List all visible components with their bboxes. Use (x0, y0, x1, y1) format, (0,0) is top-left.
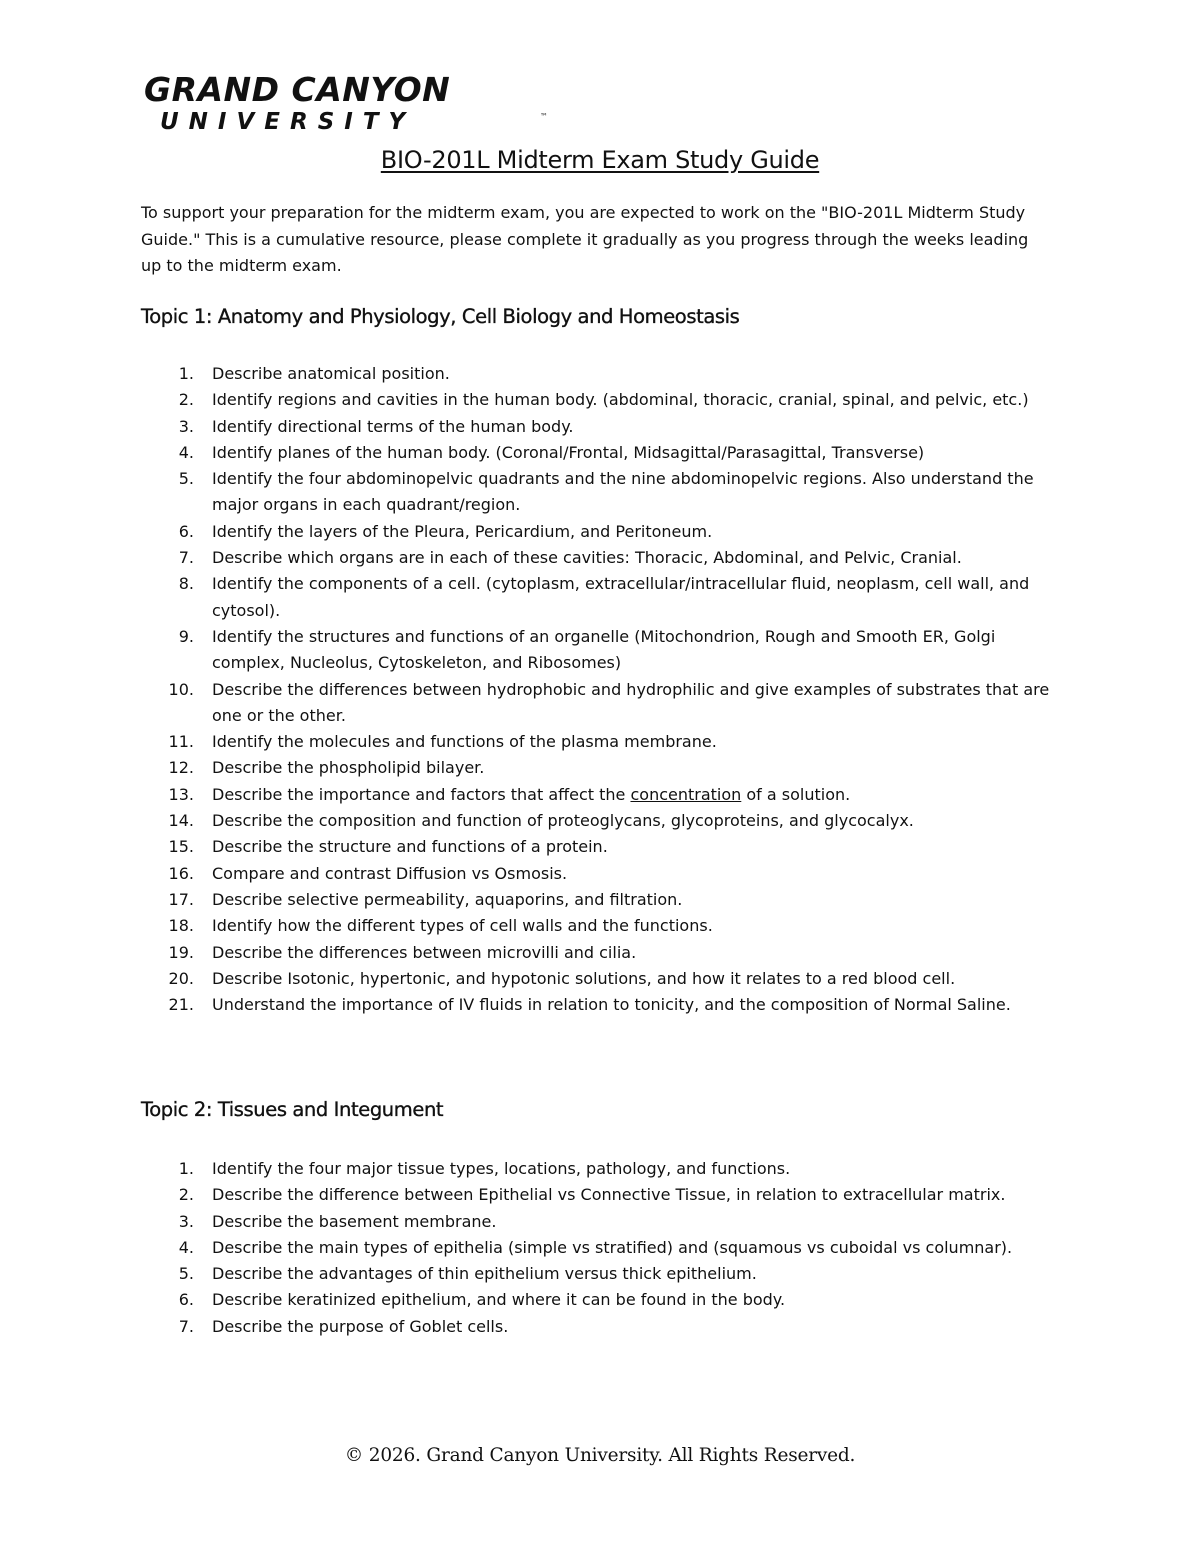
list-number: 5. (178, 469, 194, 489)
topic1-item-9 (141, 624, 1061, 677)
topic2-item-7 (141, 1314, 1061, 1340)
list-item-text: Describe the phospholipid bilayer. (212, 758, 485, 778)
list-number: 6. (178, 521, 194, 541)
logo-wordmark-line1: GRAND CANYON (144, 70, 451, 109)
text-before: Describe the importance and factors that affect the (212, 784, 631, 804)
list-number: 7. (178, 1316, 194, 1336)
list-item-text: Identify regions and cavities in the human body. (abdominal, thoracic, cranial, spinal, and pelvic, etc.) (212, 390, 1029, 410)
list-item-text: Describe the composition and function of proteoglycans, glycoproteins, and glycocalyx. (212, 811, 914, 831)
topic1-item-3 (141, 414, 1061, 440)
topic1-item-6 (141, 519, 1061, 545)
list-number: 7. (178, 548, 194, 568)
list-number: 1. (178, 1159, 194, 1178)
list-item-text: Describe anatomical position. (212, 364, 450, 383)
list-number: 9. (178, 626, 194, 646)
topic1-item-21 (141, 992, 1061, 1018)
list-number: 16. (168, 863, 194, 883)
topic1-item-16 (141, 861, 1061, 887)
list-item-text (212, 782, 1061, 808)
topic1-item-13 (141, 782, 1061, 808)
list-number: 19. (168, 942, 194, 962)
copyright-footer: © 2026. Grand Canyon University. All Rights Reserved. (344, 1445, 856, 1466)
logo-trademark: ™ (540, 112, 548, 121)
topic2-item-3 (141, 1209, 1061, 1235)
list-number: 17. (168, 889, 194, 909)
topic1-item-1 (141, 361, 1061, 387)
list-number: 21. (168, 995, 194, 1015)
list-item-text: Describe the difference between Epithelial vs Connective Tissue, in relation to extracellular matrix. (212, 1185, 1006, 1205)
topic1-item-5 (141, 466, 1061, 519)
topic1-list (141, 361, 1061, 1018)
topic1-item-4 (141, 440, 1061, 466)
logo-wordmark-line2: UNIVERSITY (160, 109, 416, 135)
list-number: 8. (178, 574, 194, 594)
list-number: 6. (178, 1290, 194, 1310)
list-item-text: Describe the structure and functions of a protein. (212, 837, 608, 857)
list-item-text: Identify the molecules and functions of the plasma membrane. (212, 732, 717, 752)
topic2-item-2 (141, 1182, 1061, 1208)
list-item-text: Identify the four abdominopelvic quadrants and the nine abdominopelvic regions. Also understand the major organs in each quadrant/region. (212, 469, 1034, 515)
list-number: 3. (178, 1211, 194, 1231)
list-item-text: Identify the layers of the Pleura, Pericardium, and Peritoneum. (212, 521, 713, 541)
list-number: 10. (168, 679, 194, 699)
topic1-item-20 (141, 966, 1061, 992)
list-item-text: Describe selective permeability, aquaporins, and filtration. (212, 889, 683, 909)
list-number: 18. (168, 916, 194, 936)
topic2-item-1 (141, 1156, 1061, 1182)
list-number: 12. (168, 758, 194, 778)
topic1-item-10 (141, 677, 1061, 730)
list-item-text: Identify the structures and functions of an organelle (Mitochondrion, Rough and Smooth ER, Golgi complex, Nucleolus, Cytoskeleton, and Ribosomes) (212, 626, 996, 673)
list-number: 5. (178, 1264, 194, 1284)
intro-paragraph: To support your preparation for the midterm exam, you are expected to work on the "BIO-201L Midterm Study Guide." This is a cumulative resource, please complete it gradually as you progress through the weeks leading up to the midterm exam. (141, 203, 1029, 275)
topic1-item-11 (141, 729, 1061, 755)
list-item-text: Describe which organs are in each of these cavities: Thoracic, Abdominal, and Pelvic, Cranial. (212, 548, 962, 568)
list-item-text: Identify the components of a cell. (cytoplasm, extracellular/intracellular fluid, neoplasm, cell wall, and cytosol). (212, 574, 1030, 620)
list-item-text: Describe the differences between hydrophobic and hydrophilic and give examples of substrates that are one or the other. (212, 679, 1050, 725)
list-number: 2. (178, 390, 194, 410)
topic1-item-12 (141, 755, 1061, 781)
topic2-item-4 (141, 1235, 1061, 1261)
topic1-item-19 (141, 940, 1061, 966)
topic2-heading: Topic 2: Tissues and Integument (141, 1098, 444, 1121)
list-number: 11. (168, 732, 194, 752)
topic1-item-15 (141, 834, 1061, 860)
document-title: BIO-201L Midterm Exam Study Guide (380, 146, 820, 174)
list-item-text: Identify the four major tissue types, locations, pathology, and functions. (212, 1159, 791, 1178)
topic1-item-18 (141, 913, 1061, 939)
topic1-item-8 (141, 571, 1061, 624)
topic1-item-7 (141, 545, 1061, 571)
list-item-text: Describe keratinized epithelium, and where it can be found in the body. (212, 1290, 786, 1310)
list-number: 3. (178, 416, 194, 436)
list-item-text: Describe the differences between microvilli and cilia. (212, 942, 637, 962)
list-number: 20. (168, 968, 194, 988)
list-number: 15. (168, 837, 194, 857)
list-item-text: Identify directional terms of the human body. (212, 416, 574, 436)
list-number: 4. (178, 442, 194, 462)
list-item-text: Describe the basement membrane. (212, 1211, 497, 1231)
topic1-item-17 (141, 887, 1061, 913)
list-number: 13. (168, 784, 194, 804)
list-item-text: Describe the main types of epithelia (simple vs stratified) and (squamous vs cuboidal vs columnar). (212, 1237, 1013, 1257)
topic1-heading: Topic 1: Anatomy and Physiology, Cell Biology and Homeostasis (141, 305, 740, 328)
text-after: of a solution. (741, 784, 851, 804)
topic2-item-6 (141, 1287, 1061, 1313)
list-item-text: Identify how the different types of cell walls and the functions. (212, 916, 713, 936)
topic1-item-2 (141, 387, 1061, 413)
list-number: 4. (178, 1237, 194, 1257)
list-item-text: Identify planes of the human body. (Coronal/Frontal, Midsagittal/Parasagittal, Transverse) (212, 442, 925, 462)
list-item-text: Describe Isotonic, hypertonic, and hypotonic solutions, and how it relates to a red blood cell. (212, 968, 956, 988)
topic2-item-5 (141, 1261, 1061, 1287)
list-number: 14. (168, 811, 194, 831)
topic1-item-14 (141, 808, 1061, 834)
list-item-text: Describe the advantages of thin epithelium versus thick epithelium. (212, 1264, 757, 1284)
list-item-text: Compare and contrast Diffusion vs Osmosis. (212, 863, 568, 883)
list-number: 2. (178, 1185, 194, 1205)
list-item-text: Understand the importance of IV fluids in relation to tonicity, and the composition of Normal Saline. (212, 995, 1011, 1015)
underlined-term: concentration (630, 784, 742, 804)
list-number: 1. (178, 364, 194, 383)
topic2-list (141, 1156, 1061, 1340)
list-item-text: Describe the purpose of Goblet cells. (212, 1316, 509, 1336)
university-logo (144, 70, 548, 138)
